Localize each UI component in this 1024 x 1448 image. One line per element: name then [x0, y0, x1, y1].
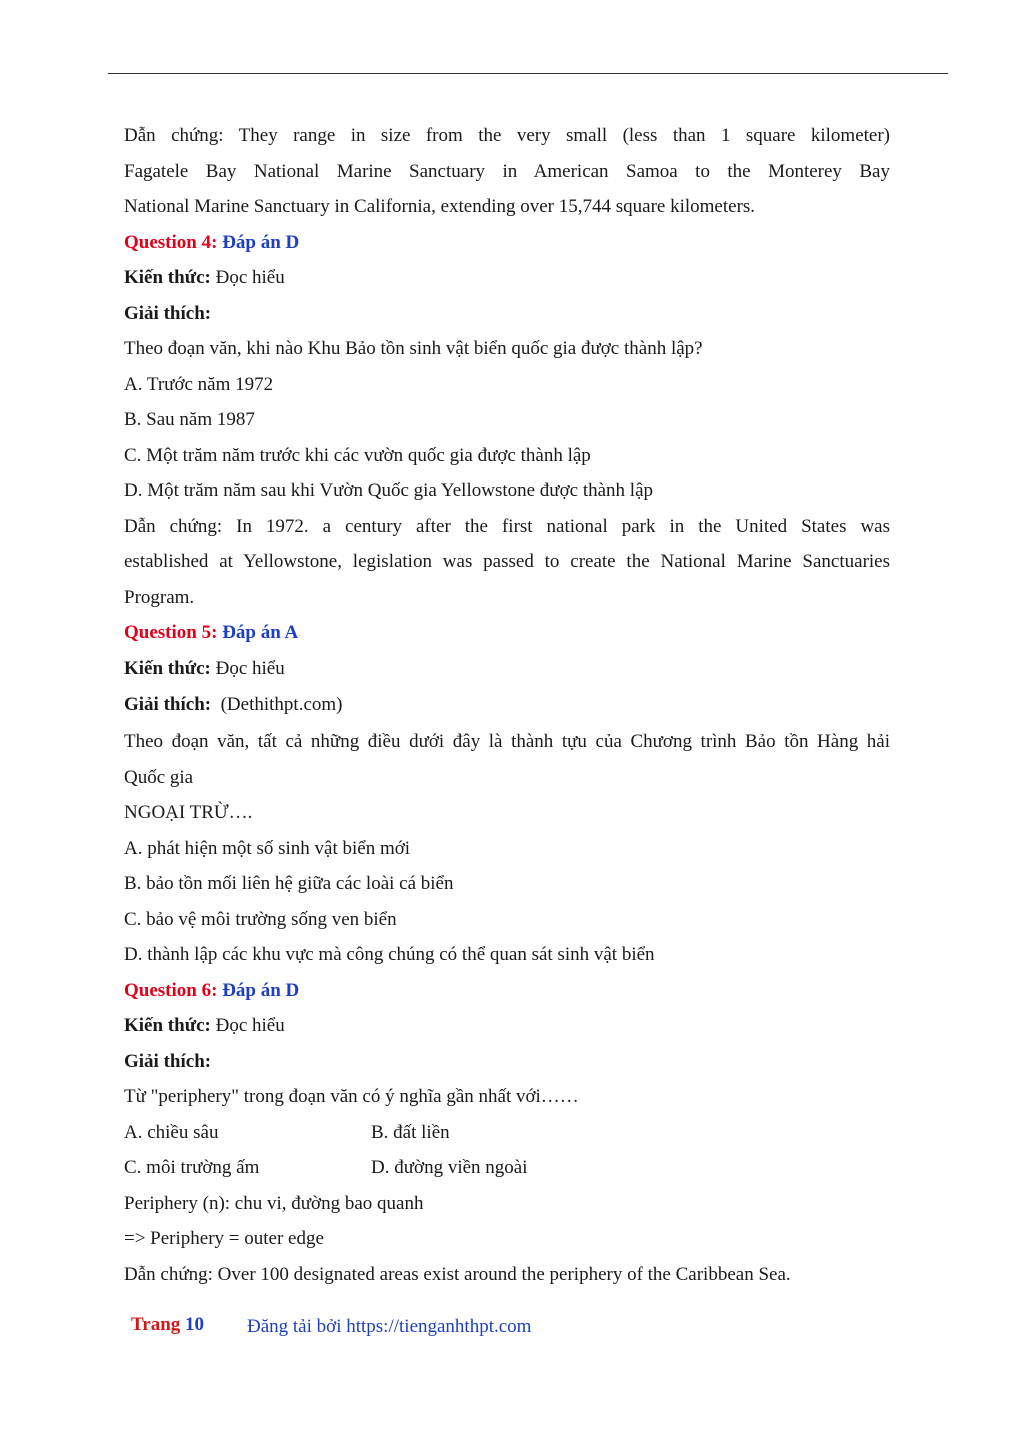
option-row: [124, 1150, 890, 1186]
option: A. Trước năm 1972: [124, 373, 274, 395]
question-text: Theo đoạn văn, tất cả những điều dưới đây là thành tựu của Chương trình Bảo tồn Hàng hải: [124, 731, 890, 752]
knowledge-label: Kiến thức:: [124, 267, 211, 288]
answer-label: Đáp án A: [222, 622, 299, 643]
option: B. bảo tồn mối liên hệ giữa các loài cá biển: [124, 873, 454, 894]
question-4-heading: [124, 225, 890, 261]
explain-label: Giải thích:: [124, 302, 212, 324]
question-label: Question 4:: [124, 231, 218, 253]
header-rule: [108, 73, 948, 74]
knowledge-value: Đọc hiểu: [215, 657, 285, 679]
option: A. chiều sâu: [124, 1121, 219, 1143]
knowledge-label: Kiến thức:: [124, 657, 211, 679]
option: C. bảo vệ môi trường sống ven biển: [124, 908, 397, 930]
note-line: Periphery (n): chu vi, đường bao quanh: [124, 1192, 424, 1214]
option: D. thành lập các khu vực mà công chúng có thể quan sát sinh vật biển: [124, 944, 655, 965]
question-text: Quốc gia: [124, 766, 194, 788]
option: B. Sau năm 1987: [124, 409, 255, 430]
knowledge-line: [124, 651, 890, 687]
knowledge-label: Kiến thức:: [124, 1015, 211, 1036]
evidence-line: Dẫn chứng: In 1972. a century after the first national park in the United States was: [124, 515, 890, 537]
option: C. môi trường ấm: [124, 1157, 260, 1178]
evidence-line: established at Yellowstone, legislation was passed to create the National Marine Sanctuaries: [124, 551, 890, 572]
uploaded-by-link[interactable]: Đăng tải bởi https://tienganhthpt.com: [247, 1316, 532, 1337]
answer-label: Đáp án D: [222, 231, 300, 253]
question-label: Question 6:: [124, 979, 218, 1001]
evidence-line: National Marine Sanctuary in California, extending over 15,744 square kilometers.: [124, 196, 756, 217]
evidence-line: Program.: [124, 586, 195, 608]
knowledge-line: [124, 1008, 890, 1044]
option: D. Một trăm năm sau khi Vườn Quốc gia Yellowstone được thành lập: [124, 480, 654, 501]
option: C. Một trăm năm trước khi các vườn quốc gia được thành lập: [124, 444, 591, 466]
page-content: [124, 118, 890, 1292]
question-5-heading: [124, 615, 890, 651]
explain-label: Giải thích:: [124, 694, 212, 715]
option: A. phát hiện một số sinh vật biển mới: [124, 837, 411, 859]
question-text: NGOẠI TRỪ….: [124, 802, 253, 823]
evidence-line: Dẫn chứng: They range in size from the very small (less than 1 square kilometer): [124, 125, 890, 146]
source-note: (Dethithpt.com): [220, 694, 343, 715]
question-label: Question 5:: [124, 622, 218, 643]
question-6-heading: [124, 973, 890, 1009]
question-text: Theo đoạn văn, khi nào Khu Bảo tồn sinh vật biển quốc gia được thành lập?: [124, 338, 703, 359]
note-line: => Periphery = outer edge: [124, 1228, 324, 1249]
note-line: Dẫn chứng: Over 100 designated areas exist around the periphery of the Caribbean Sea.: [124, 1263, 791, 1285]
page-number: 10: [185, 1314, 205, 1335]
page-word: Trang: [131, 1314, 181, 1335]
question-text: Từ "periphery" trong đoạn văn có ý nghĩa gần nhất với……: [124, 1086, 579, 1107]
explain-line: [124, 1044, 890, 1080]
page-footer: [131, 1314, 532, 1337]
explain-label: Giải thích:: [124, 1050, 212, 1072]
explain-line: [124, 296, 890, 332]
knowledge-value: Đọc hiểu: [215, 1015, 285, 1036]
answer-label: Đáp án D: [222, 979, 300, 1001]
knowledge-value: Đọc hiểu: [215, 267, 285, 288]
option: B. đất liền: [371, 1121, 450, 1143]
knowledge-line: [124, 260, 890, 296]
evidence-line: Fagatele Bay National Marine Sanctuary in American Samoa to the Monterey Bay: [124, 160, 890, 182]
explain-line: [124, 686, 890, 724]
option-row: [124, 1115, 890, 1151]
option: D. đường viền ngoài: [371, 1157, 528, 1178]
